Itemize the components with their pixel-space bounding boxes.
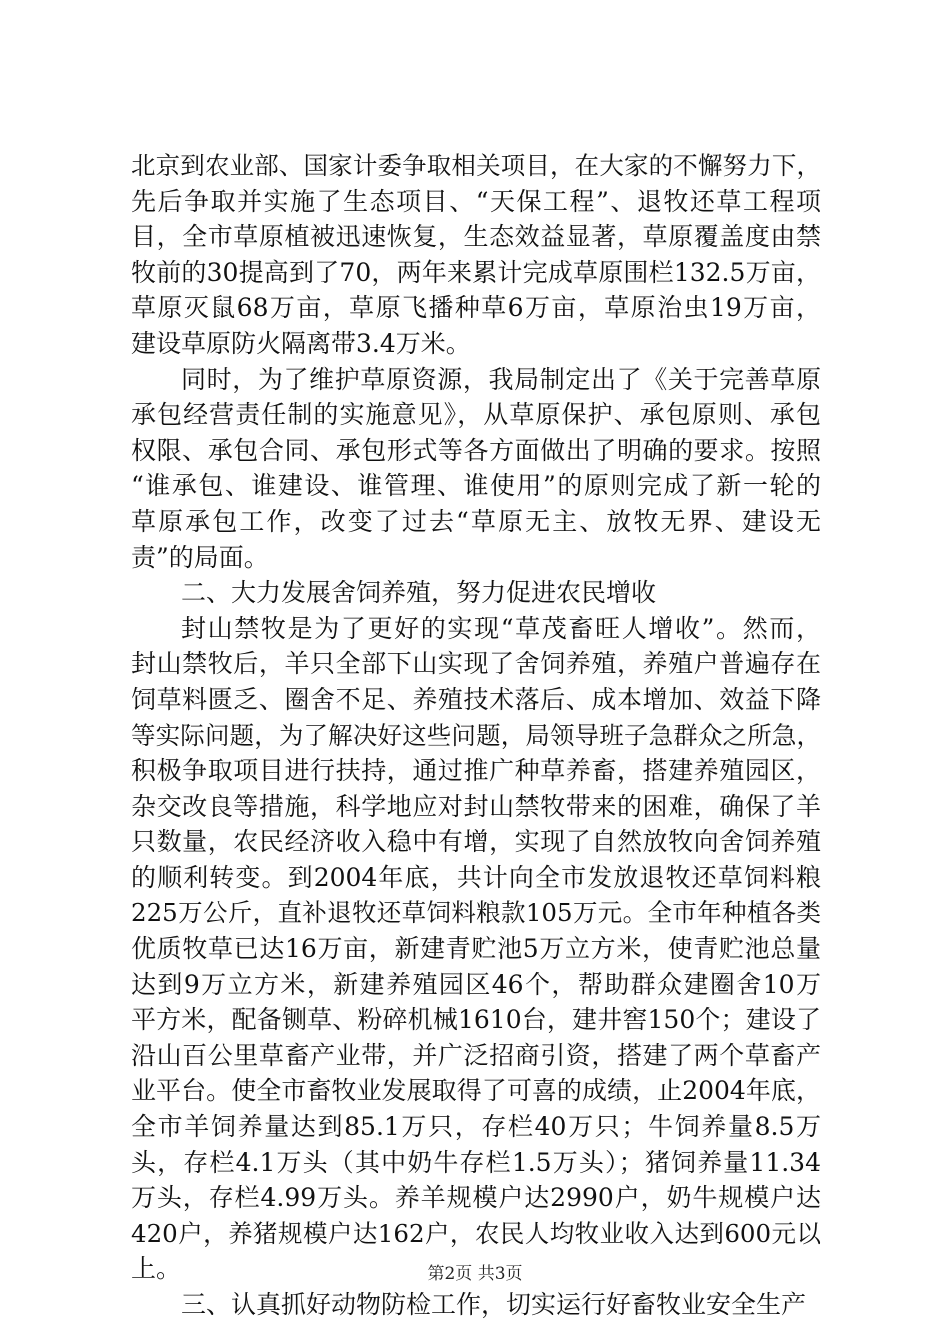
text-line: 420户，养猪规模户达162户，农民人均牧业收入达到600元以 [131,1218,821,1248]
text-line: 草原承包工作，改变了过去“草原无主、放牧无界、建设无 [131,506,821,536]
text-line: 积极争取项目进行扶持，通过推广种草养畜，搭建养殖园区， [131,756,821,786]
text-line: “谁承包、谁建设、谁管理、谁使用”的原则完成了新一轮的 [131,471,821,501]
page-footer: 第2页 共3页 [427,1264,523,1284]
text-line: 沿山百公里草畜产业带，并广泛招商引资，搭建了两个草畜产 [131,1040,821,1070]
text-line: 牧前的30提高到了70，两年来累计完成草原围栏132.5万亩， [131,257,821,287]
text-line: 北京到农业部、国家计委争取相关项目，在大家的不懈努力下， [131,151,821,180]
text-line: 等实际问题，为了解决好这些问题，局领导班子急群众之所急， [131,720,821,750]
section-heading: 二、大力发展舍饲养殖，努力促进农民增收 [181,578,657,608]
text-line: 达到9万立方米，新建养殖园区46个，帮助群众建圈舍10万 [131,969,821,999]
text-line: 饲草料匮乏、圈舍不足、养殖技术落后、成本增加、效益下降 [131,684,821,714]
text-line: 承包经营责任制的实施意见》，从草原保护、承包原则、承包 [131,400,821,430]
text-line: 草原灭鼠68万亩，草原飞播种草6万亩，草原治虫19万亩， [131,293,821,323]
text-line: 建设草原防火隔离带3.4万米。 [131,328,471,358]
text-line: 权限、承包合同、承包形式等各方面做出了明确的要求。按照 [131,435,821,465]
text-line: 225万公斤，直补退牧还草饲料粮款105万元。全市年种植各类 [131,898,821,928]
text-line: 先后争取并实施了生态项目、“天保工程”、退牧还草工程项 [131,186,821,216]
text-line: 目，全市草原植被迅速恢复，生态效益显著，草原覆盖度由禁 [131,222,821,252]
text-line: 万头，存栏4.99万头。养羊规模户达2990户，奶牛规模户达 [131,1183,821,1213]
text-line: 杂交改良等措施，科学地应对封山禁牧带来的困难，确保了羊 [131,791,821,821]
text-line: 的顺利转变。到2004年底，共计向全市发放退牧还草饲料粮 [131,862,821,892]
text-line: 只数量，农民经济收入稳中有增，实现了自然放牧向舍饲养殖 [131,827,821,857]
text-line: 业平台。使全市畜牧业发展取得了可喜的成绩，止2004年底， [131,1076,821,1106]
text-line: 同时，为了维护草原资源，我局制定出了《关于完善草原 [181,364,821,394]
text-line: 平方米，配备铡草、粉碎机械1610台，建井窖150个；建设了 [131,1005,821,1035]
text-line: 封山禁牧后，羊只全部下山实现了舍饲养殖，养殖户普遍存在 [131,649,821,679]
text-line: 上。 [131,1254,182,1284]
document-body [131,148,821,1323]
section-heading: 三、认真抓好动物防检工作，切实运行好畜牧业安全生产 [181,1290,807,1319]
text-line: 优质牧草已达16万亩，新建青贮池5万立方米，使青贮池总量 [131,934,821,964]
text-line: 全市羊饲养量达到85.1万只，存栏40万只；牛饲养量8.5万 [131,1112,821,1142]
text-line: 责”的局面。 [131,542,269,572]
text-line: 头，存栏4.1万头（其中奶牛存栏1.5万头）；猪饲养量11.34 [131,1147,821,1177]
text-line: 封山禁牧是为了更好的实现“草茂畜旺人增收”。然而， [181,613,821,643]
